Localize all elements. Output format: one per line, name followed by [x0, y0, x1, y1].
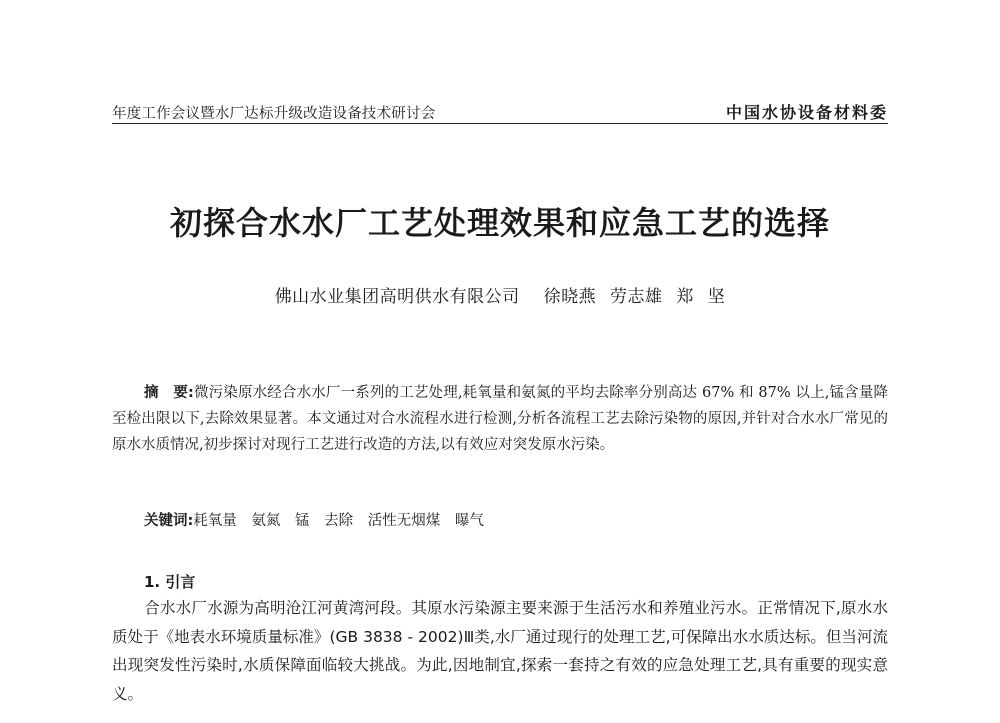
header-conference-title: 年度工作会议暨水厂达标升级改造设备技术研讨会: [112, 106, 436, 122]
author-names: 徐晓燕 劳志雄 郑 坚: [543, 287, 726, 307]
header-rule: [112, 123, 888, 124]
paragraph-text: 合水水厂水源为高明沧江河黄湾河段。其原水污染源主要来源于生活污水和养殖业污水。正常情况下,原水水质处于《地表水环境质量标准》(GB 3838 - 2002)Ⅲ类,水厂通过现行的处理工艺,可保障出水水质达标。但当河流出现突发性污染时,水质保障面临较大挑战。为此,因地制宜,探索一套持之有效的应急处理工艺,具有重要的现实意义。: [112, 599, 888, 703]
abstract: [112, 380, 888, 458]
paper-title: 初探合水水厂工艺处理效果和应急工艺的选择: [169, 204, 830, 242]
author-line: [0, 282, 1000, 307]
keywords-label: 关键词:: [144, 513, 194, 529]
abstract-label: 摘 要:: [144, 385, 194, 401]
keywords: [144, 509, 888, 533]
author-affiliation: 佛山水业集团高明供水有限公司: [274, 287, 520, 307]
header-organization: 中国水协设备材料委: [725, 103, 888, 122]
section-heading: 1. 引言: [144, 573, 196, 591]
keywords-text: 耗氧量 氨氮 锰 去除 活性无烟煤 曝气: [193, 513, 484, 529]
abstract-text: 微污染原水经合水水厂一系列的工艺处理,耗氧量和氨氮的平均去除率分别高达 67% 和 87% 以上,锰含量降至检出限以下,去除效果显著。本文通过对合水流程水进行检测,分析各流程工艺去除污染物的原因,并针对合水水厂常见的原水水质情况,初步探讨对现行工艺进行改造的方法,以有效应对突发原水污染。: [112, 385, 888, 453]
body-paragraph: [112, 594, 888, 708]
